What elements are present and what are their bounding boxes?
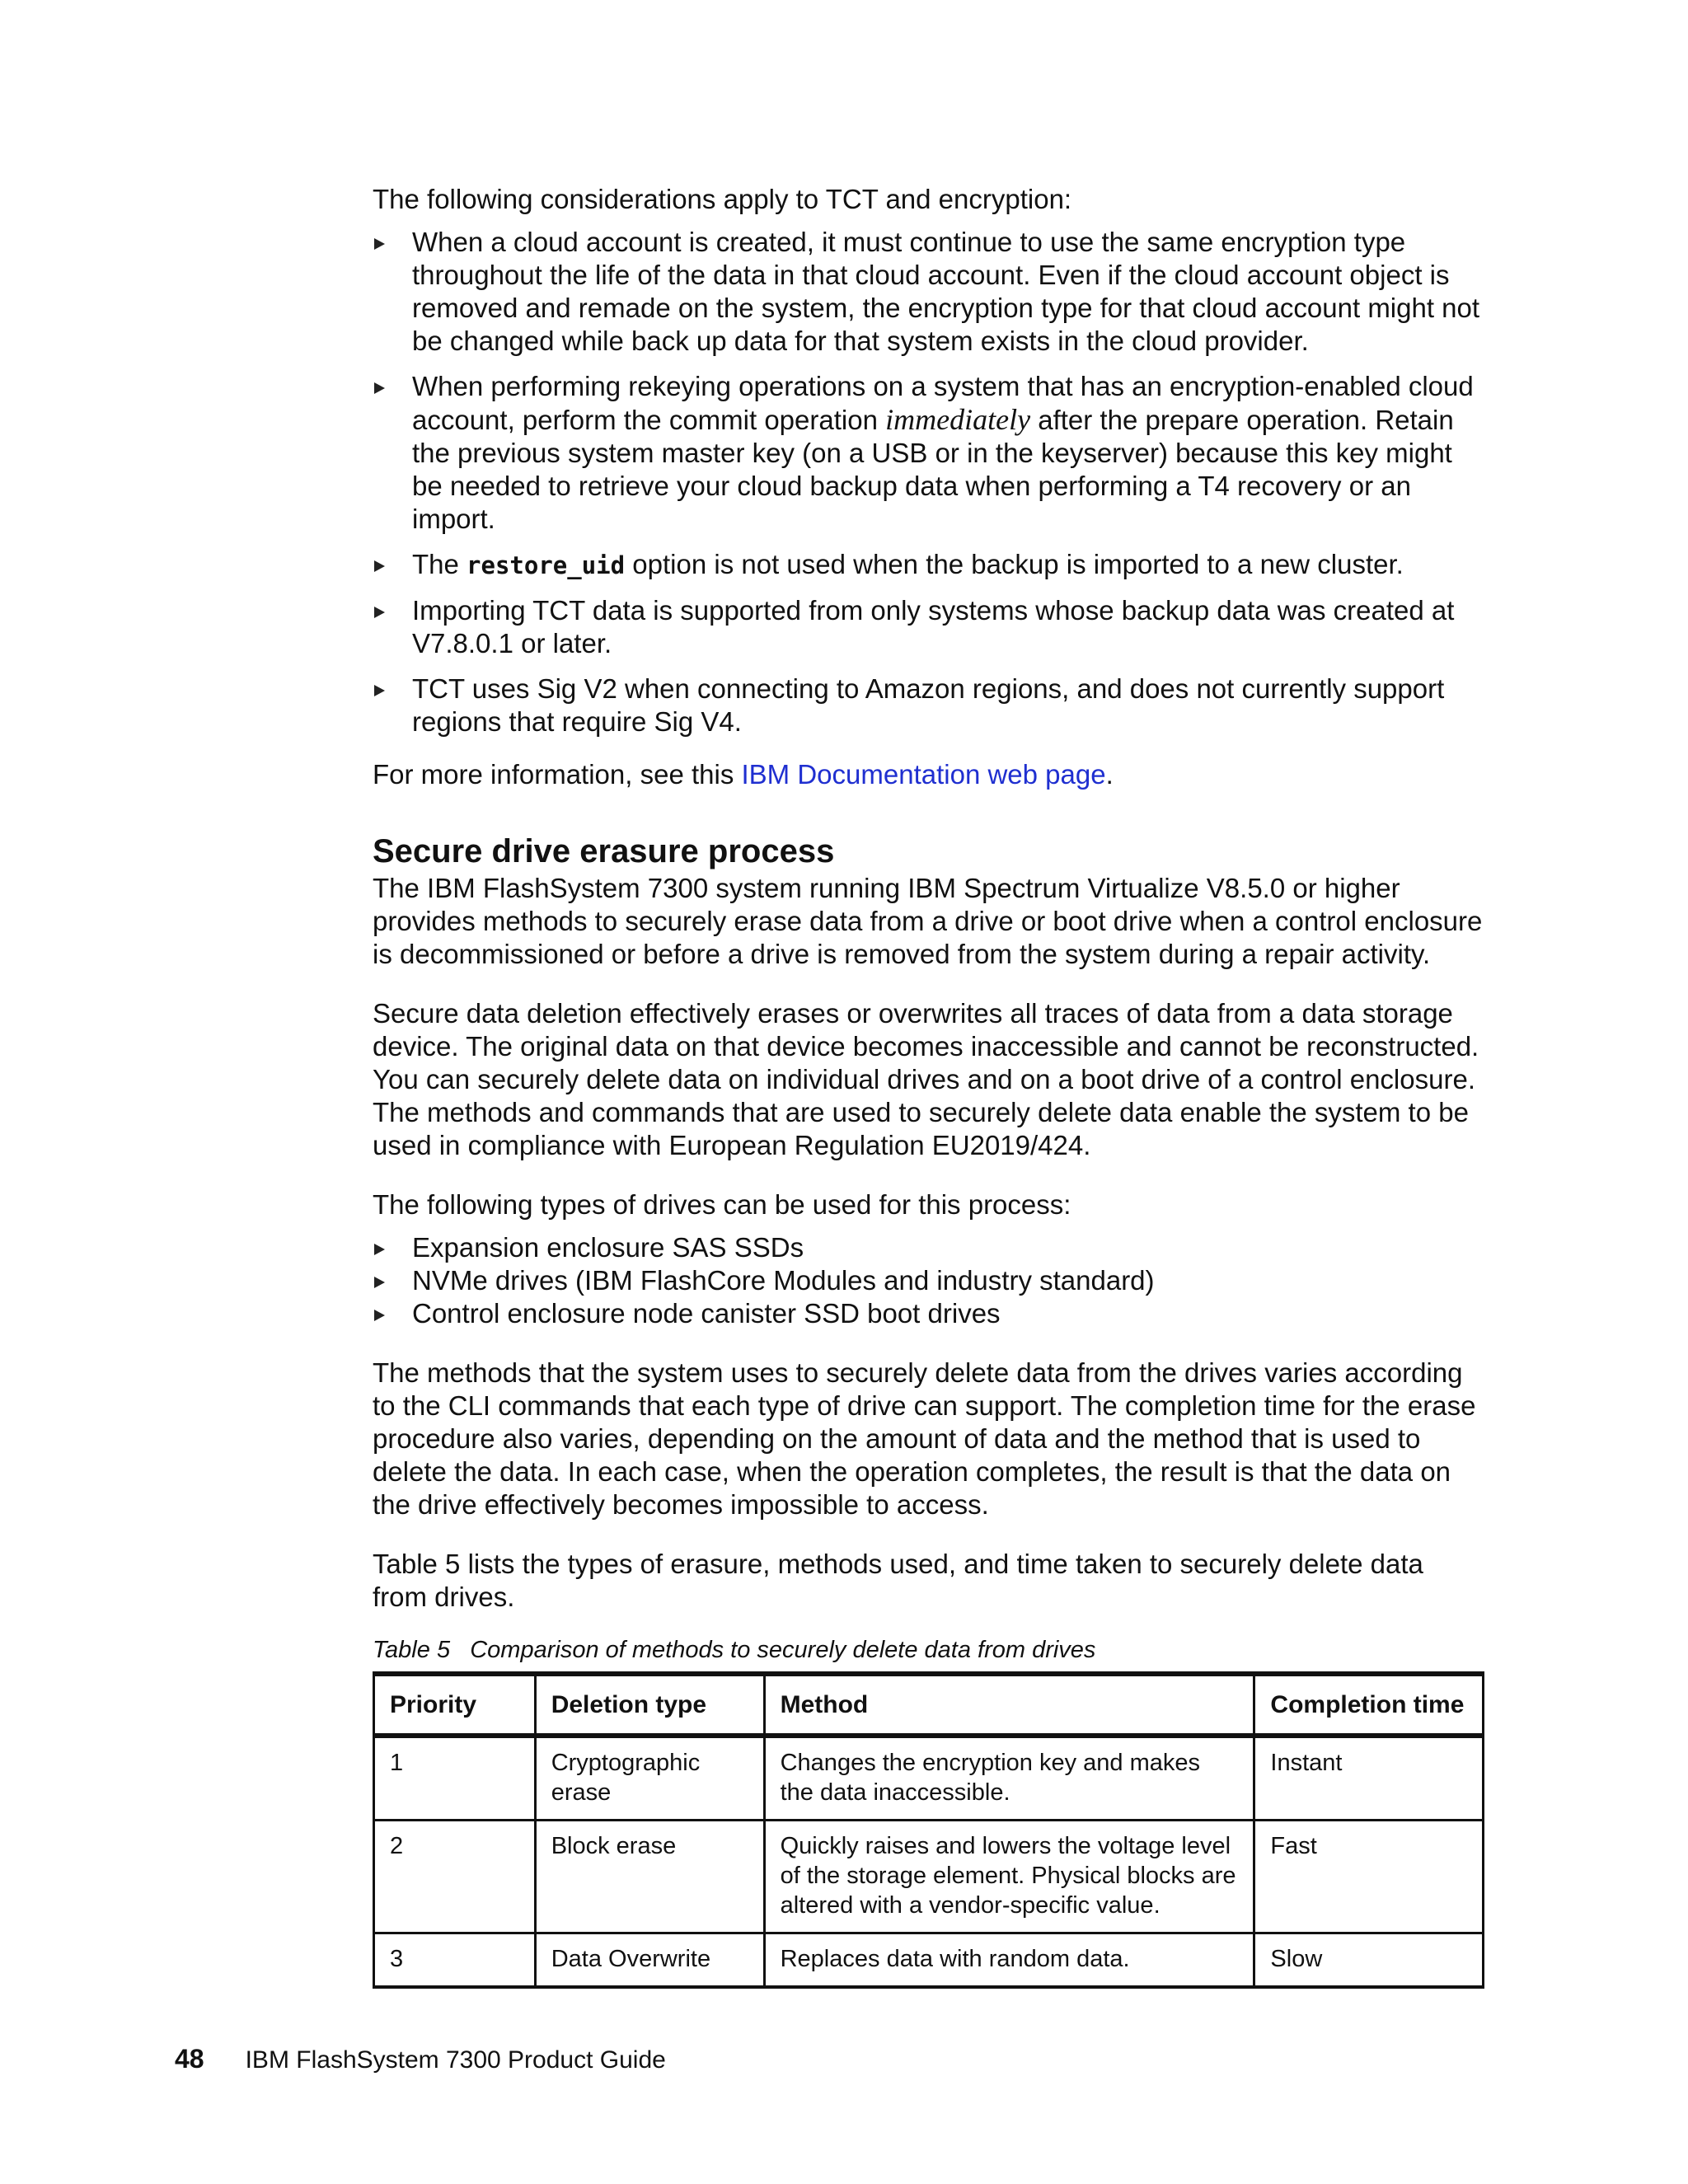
table-row <box>374 1736 1484 1821</box>
consideration-text: TCT uses Sig V2 when connecting to Amazon regions, and does not currently support regions that require Sig V4. <box>412 673 1445 737</box>
priority-cell: 2 <box>374 1821 536 1933</box>
list-item: Expansion enclosure SAS SSDs <box>373 1231 1485 1264</box>
column-header: Deletion type <box>535 1674 764 1736</box>
considerations-list <box>373 226 1485 738</box>
priority-cell: 3 <box>374 1933 536 1988</box>
triangle-bullet-icon <box>374 685 385 696</box>
page-content <box>373 183 1485 1989</box>
method-cell: Quickly raises and lowers the voltage level of the storage element. Physical blocks are altered with a vendor-specific value. <box>764 1821 1254 1933</box>
list-item: When performing rekeying operations on a system that has an encryption-enabled cloud account, perform the commit operation immediately after the prepare operation. Retain the previous system master key (on a USB or in the keyserver) because this key might be needed to retrieve your cloud backup data when performing a T4 recovery or an import. <box>373 370 1485 536</box>
emphasis: immediately <box>885 403 1031 436</box>
list-item: Control enclosure node canister SSD boot drives <box>373 1297 1485 1330</box>
triangle-bullet-icon <box>374 1277 385 1288</box>
page-footer <box>175 2042 666 2077</box>
more-info-text: For more information, see this IBM Documentation web page. <box>373 759 1114 790</box>
completion-time-cell: Instant <box>1254 1736 1484 1821</box>
code-restore-uid: restore_uid <box>467 551 626 579</box>
column-header: Priority <box>374 1674 536 1736</box>
drive-types-list <box>373 1231 1485 1330</box>
column-header: Completion time <box>1254 1674 1484 1736</box>
completion-time-cell: Fast <box>1254 1821 1484 1933</box>
list-item <box>373 226 1485 358</box>
table-row <box>374 1933 1484 1988</box>
priority-cell: 1 <box>374 1736 536 1821</box>
triangle-bullet-icon <box>374 382 385 394</box>
list-item: NVMe drives (IBM FlashCore Modules and industry standard) <box>373 1264 1485 1297</box>
triangle-bullet-icon <box>374 1310 385 1321</box>
erasure-methods-table <box>373 1671 1484 1989</box>
deletion-type-cell: Cryptographic erase <box>535 1736 764 1821</box>
method-cell: Changes the encryption key and makes the data inaccessible. <box>764 1736 1254 1821</box>
book-title: IBM FlashSystem 7300 Product Guide <box>245 2046 666 2074</box>
method-cell: Replaces data with random data. <box>764 1933 1254 1988</box>
page-number: 48 <box>175 2044 204 2074</box>
drive-types-intro: The following types of drives can be used for this process: <box>373 1189 1071 1220</box>
triangle-bullet-icon <box>374 238 385 250</box>
deletion-type-cell: Block erase <box>535 1821 764 1933</box>
deletion-type-cell: Data Overwrite <box>535 1933 764 1988</box>
section-heading: Secure drive erasure process <box>373 833 835 869</box>
paragraph: Table 5 lists the types of erasure, methods used, and time taken to securely delete data from drives. <box>373 1549 1423 1612</box>
intro-text: The following considerations apply to TCT and encryption: <box>373 184 1072 214</box>
triangle-bullet-icon <box>374 560 385 572</box>
table-caption: Table 5 Comparison of methods to securely delete data from drives <box>373 1637 1096 1663</box>
table-header-row <box>374 1674 1484 1736</box>
list-item: The restore_uid option is not used when the backup is imported to a new cluster. <box>373 548 1485 582</box>
list-item <box>373 673 1485 738</box>
list-item <box>373 594 1485 660</box>
column-header: Method <box>764 1674 1254 1736</box>
table-row <box>374 1821 1484 1933</box>
paragraph: Secure data deletion effectively erases or overwrites all traces of data from a data storage device. The original data on that device becomes inaccessible and cannot be reconstructed. You can securely delete data on individual drives and on a boot drive of a control enclosure. The methods and commands that are used to securely delete data enable the system to be used in compliance with European Regulation EU2019/424. <box>373 998 1479 1160</box>
completion-time-cell: Slow <box>1254 1933 1484 1988</box>
triangle-bullet-icon <box>374 1244 385 1255</box>
paragraph: The methods that the system uses to securely delete data from the drives varies according to the CLI commands that each type of drive can support. The completion time for the erase procedure also varies, depending on the amount of data and the method that is used to delete the data. In each case, when the operation completes, the result is that the data on the drive effectively becomes impossible to access. <box>373 1357 1476 1520</box>
paragraph: The IBM FlashSystem 7300 system running IBM Spectrum Virtualize V8.5.0 or higher provides methods to securely erase data from a drive or boot drive when a control enclosure is decommissioned or before a drive is removed from the system during a repair activity. <box>373 873 1483 969</box>
ibm-documentation-link[interactable]: IBM Documentation web page <box>741 759 1106 790</box>
triangle-bullet-icon <box>374 607 385 618</box>
consideration-text: When a cloud account is created, it must continue to use the same encryption type throughout the life of the data in that cloud account. Even if the cloud account object is removed and remade on the system, the encryption type for that cloud account might not be changed while back up data for that system exists in the cloud provider. <box>412 227 1480 356</box>
consideration-text: Importing TCT data is supported from only systems whose backup data was created at V7.8.0.1 or later. <box>412 595 1455 658</box>
